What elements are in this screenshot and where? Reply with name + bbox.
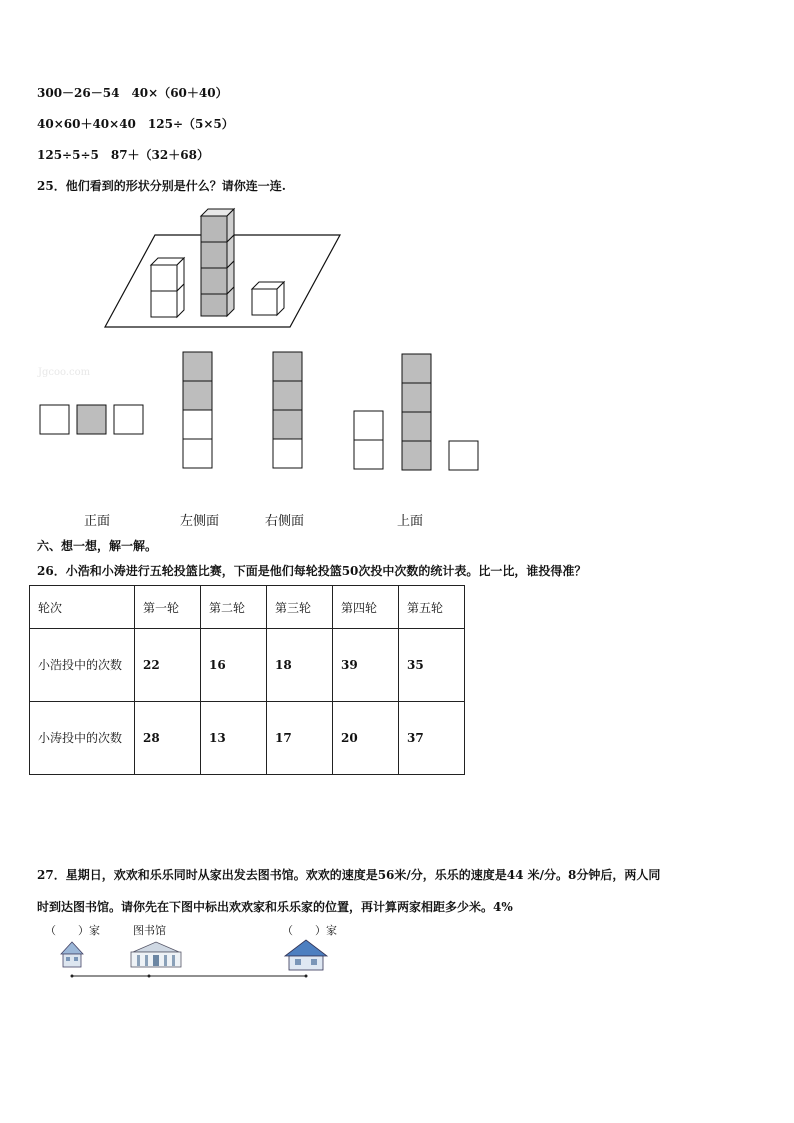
header-cell: 第二轮 <box>201 586 267 629</box>
row-label: 小涛投中的次数 <box>30 702 135 775</box>
calc-line-3: 125÷5÷5 87＋（32＋68） <box>37 148 209 162</box>
table-cell: 37 <box>399 702 465 775</box>
header-cell: 第四轮 <box>333 586 399 629</box>
route-diagram <box>55 936 345 981</box>
section-6-title: 六、想一想，解一解。 <box>37 539 158 553</box>
header-cell: 第五轮 <box>399 586 465 629</box>
score-table <box>29 585 465 775</box>
cube-arrangement-figure <box>100 205 350 335</box>
table-cell: 16 <box>201 629 267 702</box>
table-row <box>30 629 465 702</box>
calc-line-1: 300－26－54 40×（60＋40） <box>37 86 228 100</box>
table-cell: 28 <box>135 702 201 775</box>
library-building-icon <box>131 942 181 967</box>
row-label: 小浩投中的次数 <box>30 629 135 702</box>
question-27-line-2: 时到达图书馆。请你先在下图中标出欢欢家和乐乐家的位置，再计算两家相距多少米。4% <box>37 900 513 914</box>
table-cell: 20 <box>333 702 399 775</box>
home-left-label: （ ）家 <box>45 924 100 937</box>
table-row <box>30 702 465 775</box>
header-cell: 第一轮 <box>135 586 201 629</box>
label-front: 正面 <box>84 514 111 529</box>
label-right-side: 右侧面 <box>265 514 305 529</box>
house-icon <box>285 940 327 970</box>
label-top: 上面 <box>397 514 424 529</box>
table-cell: 39 <box>333 629 399 702</box>
question-25-title: 25．他们看到的形状分别是什么？请你连一连. <box>37 179 286 193</box>
calc-line-2: 40×60＋40×40 125÷（5×5） <box>37 117 234 131</box>
table-cell: 18 <box>267 629 333 702</box>
table-cell: 13 <box>201 702 267 775</box>
view-shapes <box>35 348 485 473</box>
label-left-side: 左侧面 <box>180 514 220 529</box>
table-cell: 17 <box>267 702 333 775</box>
table-header-row <box>30 586 465 629</box>
question-27-line-1: 27．星期日，欢欢和乐乐同时从家出发去图书馆。欢欢的速度是56米/分，乐乐的速度是44 米/分。8分钟后，两人同 <box>37 868 661 882</box>
home-right-label: （ ）家 <box>282 924 337 937</box>
header-cell: 轮次 <box>30 586 135 629</box>
watermark-text: Jgcoo.com <box>38 367 91 378</box>
question-26-title: 26．小浩和小涛进行五轮投篮比赛，下面是他们每轮投篮50次投中次数的统计表。比一比，谁投得准？ <box>37 564 587 578</box>
table-cell: 35 <box>399 629 465 702</box>
library-label: 图书馆 <box>133 924 166 937</box>
house-icon <box>61 942 83 967</box>
header-cell: 第三轮 <box>267 586 333 629</box>
table-cell: 22 <box>135 629 201 702</box>
